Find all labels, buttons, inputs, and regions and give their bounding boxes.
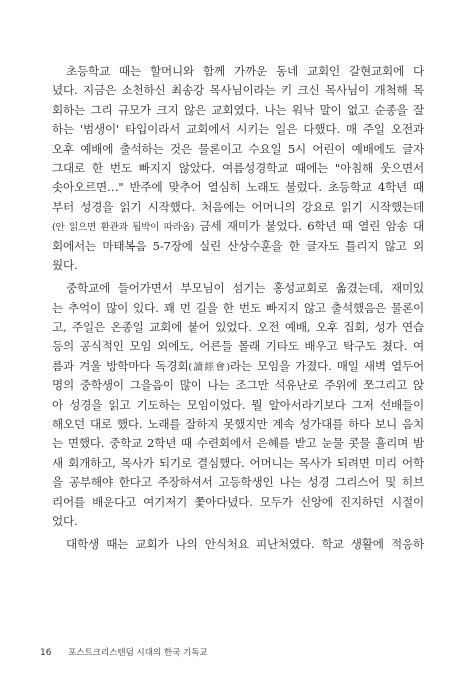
text-line: 리어를 배운다고 여기저기 쫓아다녔다. 모두가 신앙에 진지하던 시절이 <box>52 494 424 509</box>
text-line <box>52 357 424 376</box>
text-line: 초등학교 때는 할머니와 함께 가까운 동네 교회인 갈현교회에 다 <box>66 64 424 78</box>
text-line: 오후 예배에 출석하는 것은 물론이고 수요일 5시 어린이 예배에도 글자 <box>52 141 424 156</box>
text-line: 해오던 대로 했다. 노래를 잘하지 못했지만 계속 성가대를 하다 보니 음치 <box>52 417 424 432</box>
text-line: 는 면했다. 중학교 2학년 때 수련회에서 은혜를 받고 눈물 콧물 흘리며 밤 <box>52 436 424 451</box>
text-line: 었다. <box>52 513 78 528</box>
text-line: 을 공부해야 한다고 주장하셔서 고등학생인 나는 성경 그리스어 및 히브 <box>52 475 424 490</box>
text-line: 대학생 때는 교회가 나의 안식처요 피난처였다. 학교 생활에 적응하 <box>66 537 424 552</box>
parenthetical-note: (안 읽으면 환관과 됩박이 따라옴) <box>52 222 195 234</box>
paragraph-3 <box>52 535 424 554</box>
text-line: 하는 '범생이' 타입이라서 교회에서 시키는 일은 다했다. 매 주일 오전과 <box>52 122 424 137</box>
text-line-rest: 라는 모임을 가졌다. 매일 새벽 열두어 <box>229 358 424 373</box>
text-line-start: 름과 겨울 방학마다 독경회 <box>52 358 189 373</box>
text-line-rest: 금세 재미가 붙었다. 6학년 때 열린 암송 대 <box>194 219 424 234</box>
text-line: 솟아오르면…" 반주에 맞추어 열심히 노래도 불렀다. 초등학교 4학년 때 <box>52 180 424 195</box>
text-line: 부터 성경을 읽기 시작했다. 처음에는 어머니의 강요로 읽기 시작했는데 <box>52 199 424 214</box>
text-line: 고, 주일은 온종일 교회에 붙어 있었다. 오전 예배, 오후 집회, 성가 연습 <box>52 320 424 335</box>
text-line: 명의 중학생이 그을음이 많이 나는 조그만 석유난로 주위에 쪼그리고 앉 <box>52 378 424 393</box>
body-text <box>52 62 424 555</box>
text-line: 등의 공식적인 모임 외에도, 어른들 몰래 기타도 배우고 탁구도 쳤다. 여 <box>52 339 424 354</box>
text-line: 중학교에 들어가면서 부모님이 섬기는 홍성교회로 옮겼는데, 재미있 <box>66 281 424 296</box>
text-line: 아 성경을 읽고 기도하는 모임이었다. 뭘 알아서라기보다 그저 선배들이 <box>52 397 424 412</box>
text-line: 새 회개하고, 목사가 되기로 결심했다. 어머니는 목사가 되려면 미리 어학 <box>52 455 424 470</box>
text-line: 회하는 그리 규모가 크지 않은 교회였다. 나는 워낙 말이 없고 순종을 잘 <box>52 102 424 117</box>
text-line <box>52 217 424 236</box>
paragraph-1 <box>52 62 424 275</box>
text-line: 녔다. 지금은 소천하신 최송강 목사님이라는 키 크신 목사님이 개척해 목 <box>52 83 424 98</box>
text-line: 는 추억이 많이 있다. 꽤 먼 길을 한 번도 빠지지 않고 출석했음은 물론이 <box>52 300 424 315</box>
hanja-annotation: (讀經會) <box>188 361 230 373</box>
text-line: 회에서는 마태복음 5-7장에 실린 산상수훈을 한 글자도 틀리지 않고 외 <box>52 238 424 253</box>
text-line: 그대로 한 번도 빠지지 않았다. 여름성경학교 때에는 "아침해 웃으면서 <box>52 160 424 175</box>
running-title: 포스트크리스텐덤 시대의 한국 기독교 <box>68 648 208 658</box>
paragraph-2 <box>52 279 424 531</box>
page-number: 16 <box>40 648 52 658</box>
text-line: 웠다. <box>52 257 78 272</box>
page-footer <box>40 646 208 658</box>
